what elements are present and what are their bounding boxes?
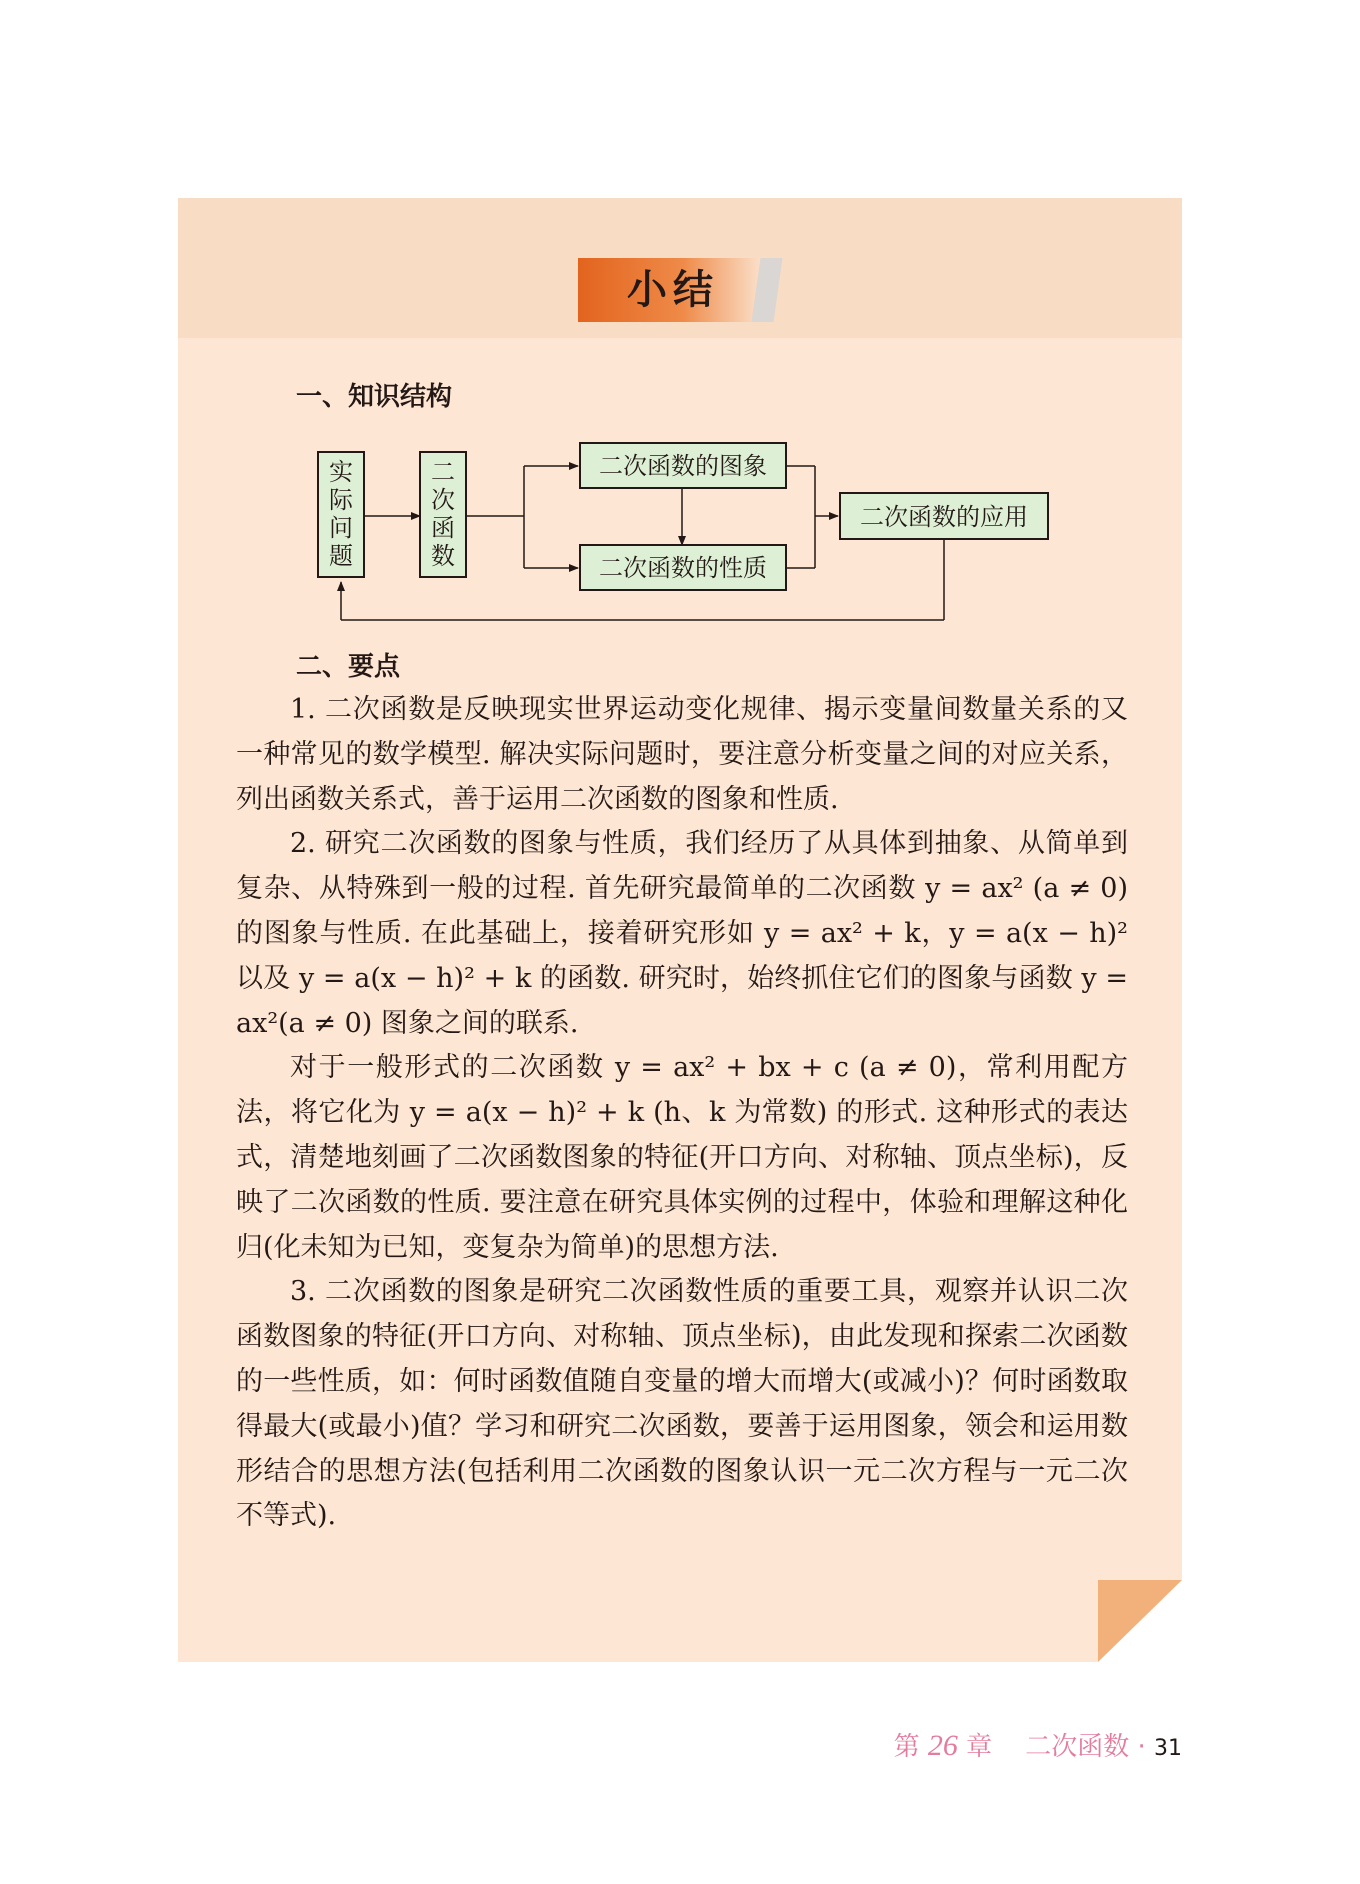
page-title: 小结: [627, 266, 719, 313]
chapter-number: 26: [927, 1729, 958, 1762]
label-practical-3: 问: [329, 514, 353, 542]
label-practical-2: 际: [329, 486, 353, 514]
section-heading-structure: 一、知识结构: [296, 382, 453, 412]
label-application: 二次函数的应用: [860, 503, 1028, 531]
chapter-prefix: 第: [893, 1732, 920, 1762]
section-heading-key-points: 二、要点: [296, 652, 401, 682]
page-footer: 第 26 章 二次函数 · 31: [893, 1729, 1182, 1762]
key-points-text: [236, 688, 1128, 1539]
label-practical-1: 实: [329, 458, 353, 486]
paragraph-3: 对于一般形式的二次函数 y = ax² + bx + c (a ≠ 0)，常利用配方法，将它化为 y = a(x − h)² + k (h、k 为常数) 的形式. 这种形式的表达式，清楚地刻画了二次函数图象的特征(开口方向、对称轴、顶点坐标)，反映了二次函数的性质. 要注意在研究具体实例的过程中，体验和理解这种化归(化未知为已知，变复杂为简单)的思想方法.: [236, 1052, 1128, 1263]
paragraph-1: 1. 二次函数是反映现实世界运动变化规律、揭示变量间数量关系的又一种常见的数学模型. 解决实际问题时，要注意分析变量之间的对应关系，列出函数关系式，善于运用二次函数的图象和性质.: [236, 694, 1128, 815]
label-property: 二次函数的性质: [599, 554, 767, 582]
knowledge-structure-diagram: [0, 0, 1360, 640]
paragraph-4: 3. 二次函数的图象是研究二次函数性质的重要工具，观察并认识二次函数图象的特征(开口方向、对称轴、顶点坐标)，由此发现和探索二次函数的一些性质，如：何时函数值随自变量的增大而增大(或减小)？何时函数取得最大(或最小)值？学习和研究二次函数，要善于运用图象，领会和运用数形结合的思想方法(包括利用二次函数的图象认识一元二次方程与一元二次不等式).: [236, 1276, 1128, 1532]
label-quadratic-2: 次: [431, 486, 455, 514]
label-quadratic-4: 数: [431, 542, 455, 570]
paragraph-2: 2. 研究二次函数的图象与性质，我们经历了从具体到抽象、从简单到复杂、从特殊到一般的过程. 首先研究最简单的二次函数 y = ax² (a ≠ 0) 的图象与性质. 在此基础上，接着研究形如 y = ax² + k，y = a(x − h)² 以及 y = a(x − h)² + k 的函数. 研究时，始终抓住它们的图象与函数 y = ax²(a ≠ 0) 图象之间的联系.: [236, 828, 1128, 1039]
label-quadratic-3: 函: [431, 514, 455, 542]
page-number: 31: [1154, 1736, 1182, 1761]
chapter-title: 二次函数: [1025, 1732, 1130, 1762]
chapter-suffix: 章: [966, 1732, 993, 1762]
label-practical-4: 题: [329, 542, 353, 570]
label-quadratic-1: 二: [431, 458, 455, 486]
label-graph: 二次函数的图象: [599, 452, 767, 480]
